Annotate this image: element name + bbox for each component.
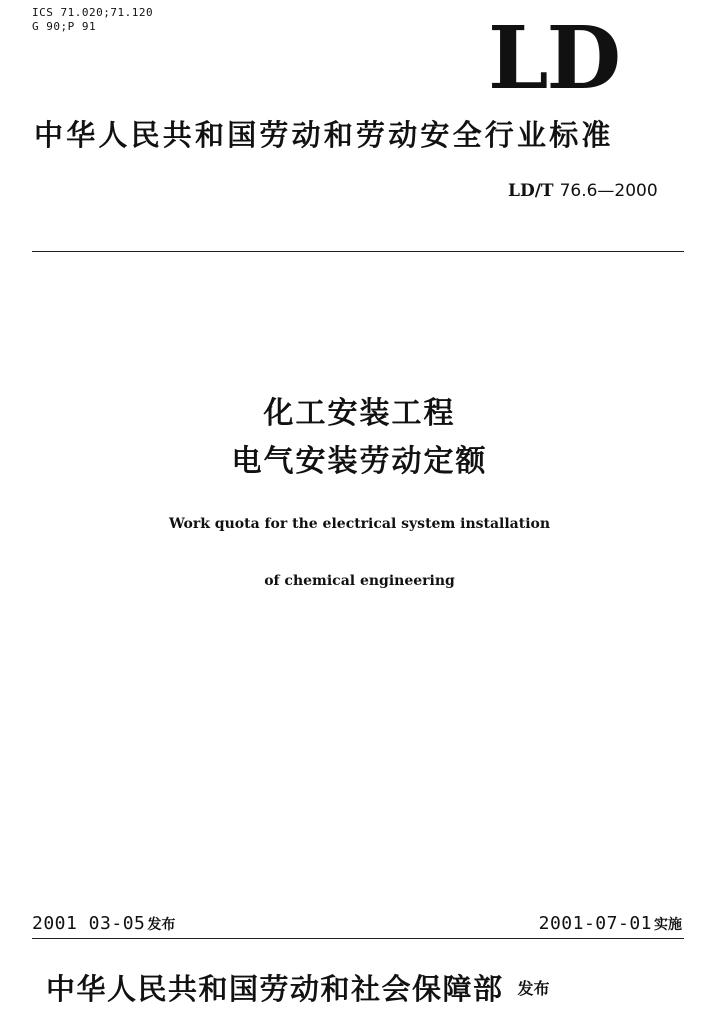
issue-date: 2001 03-05: [32, 913, 146, 934]
implementation-date-block: [539, 913, 682, 936]
publish-label: 发布: [517, 979, 550, 998]
cn-classification-code: G 90;P 91: [32, 20, 97, 33]
implementation-date: 2001-07-01: [538, 913, 652, 934]
standard-code: LD/T: [508, 181, 554, 201]
standard-number-value: 76.6—2000: [559, 181, 658, 201]
title-cn-line1: 化工安装工程: [263, 396, 456, 431]
title-en-line2: of chemical engineering: [264, 573, 455, 589]
ics-code: ICS 71.020;71.120: [32, 6, 154, 19]
issue-label: 发布: [147, 917, 176, 933]
publisher-name: 中华人民共和国劳动和社会保障部: [46, 972, 504, 1006]
issue-date-block: [32, 913, 175, 936]
standard-category-title: 中华人民共和国劳动和劳动安全行业标准: [34, 118, 614, 152]
standard-number: [508, 180, 658, 202]
bottom-divider: [32, 938, 684, 939]
publisher-block: [46, 972, 550, 1006]
classification-codes: [32, 6, 153, 34]
implementation-label: 实施: [654, 917, 682, 933]
ld-logo: LD: [488, 8, 620, 109]
top-divider: [32, 251, 684, 252]
title-en-line1: Work quota for the electrical system installation: [168, 516, 551, 532]
title-cn-line2: 电气安装劳动定额: [231, 444, 488, 479]
